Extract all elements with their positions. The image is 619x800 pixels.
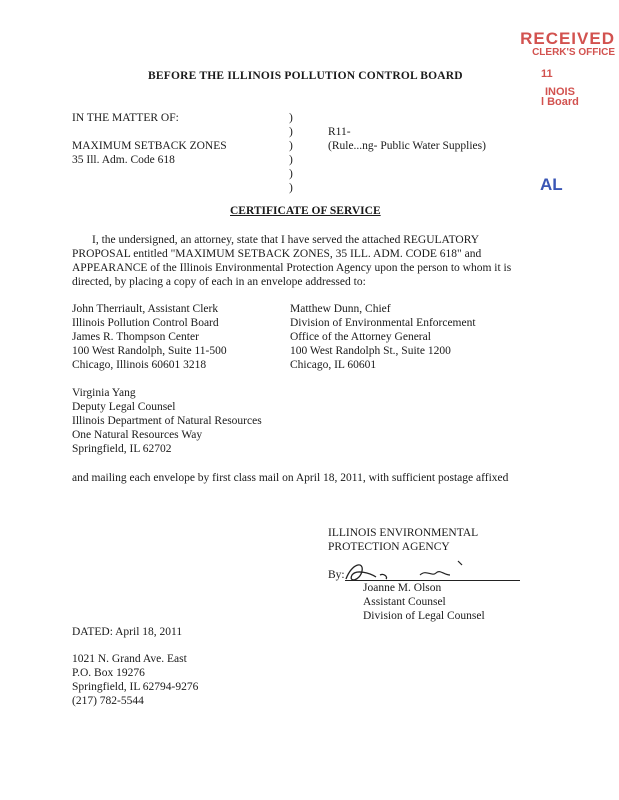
certificate-body: I, the undersigned, an attorney, state that I have served the attached REGULATORY PROPOSAL entitled "MAXIMUM SETBACK ZONES, 35 ILL. ADM. CODE 618" and APPEARANCE of the Illinois Environmental Protection Agency upon the person to whom it is directed, by placing a copy of each in an envelope addressed to: — [72, 234, 512, 288]
address-line: Springfield, IL 62794-9276 — [72, 681, 199, 693]
addressee-line: Virginia Yang — [72, 387, 136, 399]
addressee-line: Illinois Pollution Control Board — [72, 317, 219, 329]
mailing-statement: and mailing each envelope by first class mail on April 18, 2011, with sufficient postage affixed — [72, 472, 509, 484]
stamp-partial-3: l Board — [541, 96, 579, 108]
caption-matter: IN THE MATTER OF: — [72, 112, 179, 124]
addressee-line: Deputy Legal Counsel — [72, 401, 176, 413]
addressee-line: Matthew Dunn, Chief — [290, 303, 391, 315]
agency-address — [72, 652, 198, 708]
addressee-right — [290, 302, 476, 372]
certificate-heading: CERTIFICATE OF SERVICE — [230, 205, 381, 217]
stamp-clerks-office: CLERK'S OFFICE — [532, 47, 615, 58]
addressee-line: One Natural Resources Way — [72, 429, 203, 441]
stamp-partial-2: INOIS — [545, 86, 575, 98]
addressee-third — [72, 386, 262, 456]
stamp-received: RECEIVED — [520, 29, 615, 48]
caption-paren: ) — [289, 112, 293, 124]
stamp-partial-1: 11 — [541, 68, 553, 80]
addressee-left — [72, 302, 227, 372]
address-line: 1021 N. Grand Ave. East — [72, 653, 187, 665]
stamp-partial-4: AL — [540, 175, 563, 194]
addressee-line: John Therriault, Assistant Clerk — [72, 303, 219, 315]
address-line: P.O. Box 19276 — [72, 667, 145, 679]
caption-docket: R11- — [328, 126, 351, 138]
document-title: BEFORE THE ILLINOIS POLLUTION CONTROL BOARD — [148, 70, 463, 82]
addressee-line: Chicago, Illinois 60601 3218 — [72, 359, 207, 371]
caption-name-line1: MAXIMUM SETBACK ZONES — [72, 140, 227, 152]
caption-name-line2: 35 Ill. Adm. Code 618 — [72, 154, 175, 166]
agency-line2: PROTECTION AGENCY — [328, 541, 450, 553]
signature-by: By: — [328, 569, 345, 581]
received-stamp — [455, 30, 615, 58]
caption-paren: ) — [289, 126, 293, 138]
agency-line1: ILLINOIS ENVIRONMENTAL — [328, 527, 479, 539]
addressee-line: Illinois Department of Natural Resources — [72, 415, 262, 427]
caption-paren: ) — [289, 182, 293, 194]
caption-paren: ) — [289, 140, 293, 152]
caption-rulemaking: (Rule...ng- Public Water Supplies) — [328, 140, 486, 152]
caption-paren: ) — [289, 154, 293, 166]
addressee-line: James R. Thompson Center — [72, 331, 199, 343]
addressee-line: 100 West Randolph, Suite 11-500 — [72, 345, 227, 357]
addressee-line: Chicago, IL 60601 — [290, 359, 377, 371]
addressee-line: 100 West Randolph St., Suite 1200 — [290, 345, 451, 357]
caption-paren: ) — [289, 168, 293, 180]
signer-title1: Assistant Counsel — [363, 596, 446, 608]
dated-line: DATED: April 18, 2011 — [72, 626, 183, 638]
signer-title2: Division of Legal Counsel — [363, 610, 485, 622]
addressee-line: Springfield, IL 62702 — [72, 443, 172, 455]
signer-name: Joanne M. Olson — [363, 582, 442, 594]
addressee-line: Division of Environmental Enforcement — [290, 317, 476, 329]
address-line: (217) 782-5544 — [72, 695, 144, 707]
addressee-line: Office of the Attorney General — [290, 331, 431, 343]
